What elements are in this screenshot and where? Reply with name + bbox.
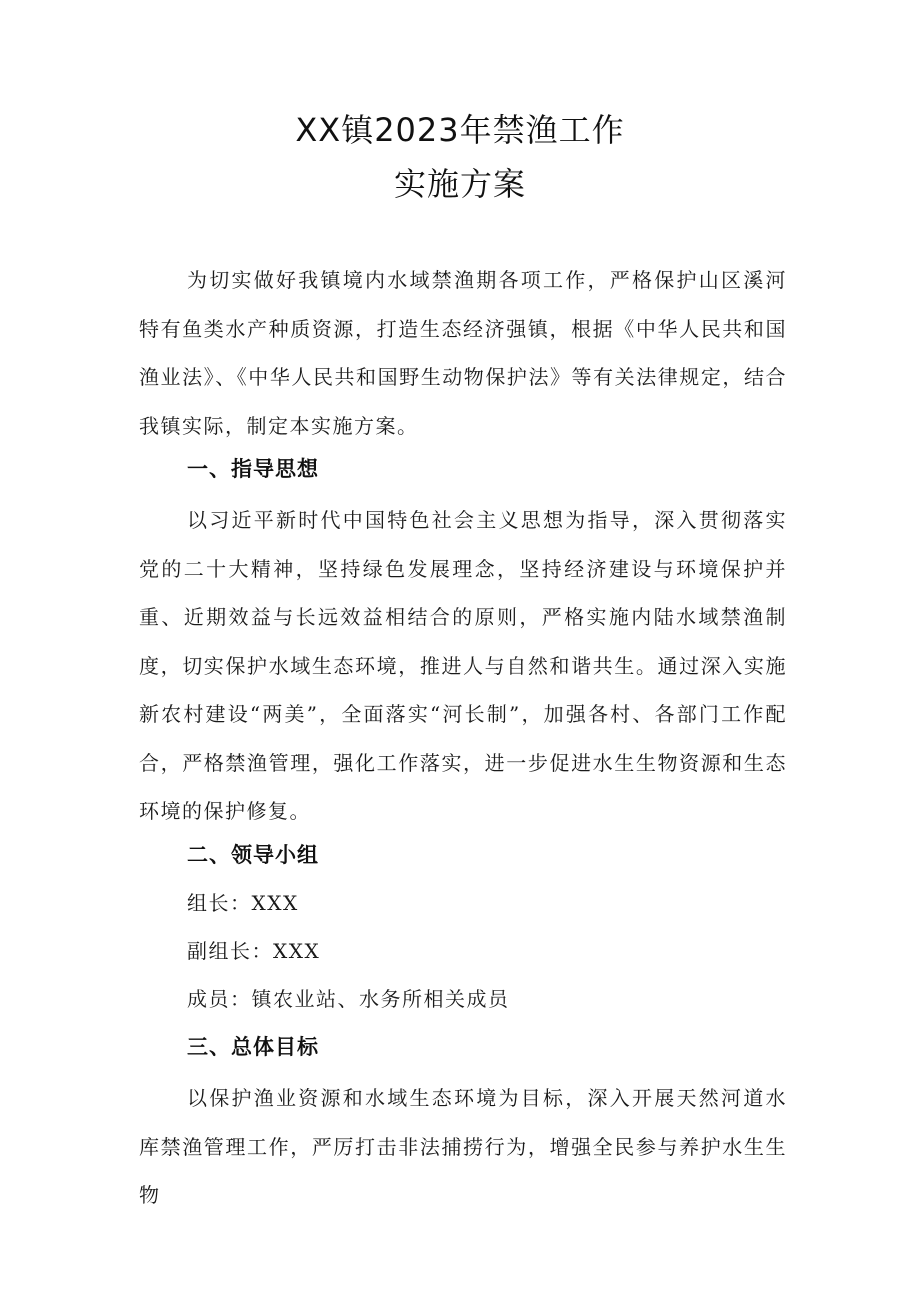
deputy-leader-line: 副组长：XXX: [187, 939, 321, 963]
section-body-overall-goal: 以保护渔业资源和水域生态环境为目标，深入开展天然河道水库禁渔管理工作，严厉打击非法捕捞行为，增强全民参与养护水生生物: [139, 1086, 787, 1207]
section-heading-leadership-group: 二、领导小组: [187, 843, 319, 867]
document-title-line-1: XX镇2023年禁渔工作: [295, 111, 625, 149]
section-heading-guiding-thought: 一、指导思想: [187, 457, 319, 481]
intro-paragraph: 为切实做好我镇境内水域禁渔期各项工作，严格保护山区溪河特有鱼类水产种质资源，打造生态经济强镇，根据《中华人民共和国渔业法》、《中华人民共和国野生动物保护法》等有关法律规定，结合我镇实际，制定本实施方案。: [139, 268, 787, 438]
document-title-line-2: 实施方案: [393, 165, 526, 203]
members-line: 成员：镇农业站、水务所相关成员: [187, 987, 510, 1011]
section-heading-overall-goal: 三、总体目标: [187, 1035, 319, 1059]
section-body-guiding-thought: 以习近平新时代中国特色社会主义思想为指导，深入贯彻落实党的二十大精神，坚持绿色发展理念，坚持经济建设与环境保护并重、近期效益与长远效益相结合的原则，严格实施内陆水域禁渔制度，切实保护水域生态环境，推进人与自然和谐共生。通过深入实施新农村建设“两美”，全面落实“河长制”，加强各村、各部门工作配合，严格禁渔管理，强化工作落实，进一步促进水生生物资源和生态环境的保护修复。: [139, 508, 787, 823]
leader-line: 组长：XXX: [187, 891, 299, 915]
